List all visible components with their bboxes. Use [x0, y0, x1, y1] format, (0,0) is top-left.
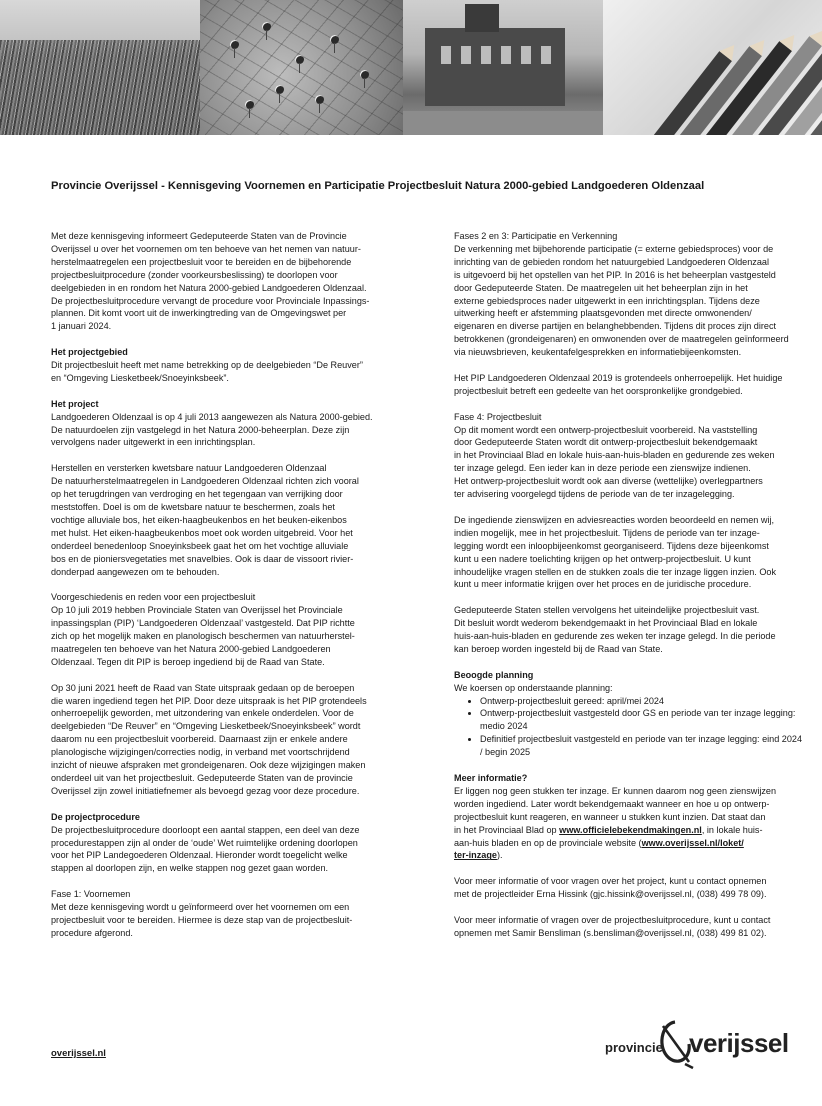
text-line: indien mogelijk, mee in het projectbesluit. Tijdens de periode van ter inzage- — [454, 527, 760, 538]
logo-prefix: provincie — [605, 1040, 663, 1055]
text-line: De verkenning met bijbehorende participatie (= externe gebiedsproces) voor de — [454, 243, 774, 254]
text-line: Fase 1: Voornemen — [51, 889, 131, 900]
right-column — [454, 230, 804, 953]
text-line: in het Provinciaal Blad en lokale huis-aan-huis-bladen en gedurende zes weken — [454, 450, 775, 461]
text-line: De ingediende zienswijzen en adviesreacties worden beoordeeld en nemen wij, — [454, 514, 774, 525]
text-line: inpassingsplan (PIP) ‘Landgoederen Oldenzaal’ vastgesteld. Dat PIP richtte — [51, 618, 355, 629]
herstellen-paragraph — [51, 462, 401, 578]
text-line: projectbesluit voor te bereiden. Hiermee is deze stap van de projectbesluit- — [51, 914, 353, 925]
text-line: ter advisering voorgelegd tijdens de periode van de ter inzagelegging. — [454, 489, 735, 500]
pip2019-paragraph — [454, 372, 804, 398]
text-line: projectbesluitprocedure (zonder voorkeursbeslissing) te doorlopen voor — [51, 269, 338, 280]
text-line: daarom nu een projectbesluit voorbereid. Daarnaast zijn er enkele andere — [51, 734, 348, 745]
text-line: Fase 4: Projectbesluit — [454, 411, 542, 422]
text-line: Fases 2 en 3: Participatie en Verkenning — [454, 231, 618, 241]
projectgebied-heading: Het projectgebied — [51, 347, 128, 358]
text-line: eigenaren en diverse partijen en belanghebbenden. Tijdens dit proces zijn direct — [454, 321, 777, 332]
text-line: Op dit moment wordt een ontwerp-projectbesluit voorbereid. Na vaststelling — [454, 424, 758, 435]
text-line: Met deze kennisgeving wordt u geïnformeerd over het voornemen om een — [51, 902, 350, 913]
wheat-field-photo — [0, 0, 200, 135]
text-line: De natuurdoelen zijn vastgelegd in het Natura 2000-beheerplan. Deze zijn — [51, 424, 350, 435]
text-line: procedure afgerond. — [51, 927, 133, 938]
text-line: onderdeel uit van het projectbesluit. Gedeputeerde Staten van de provincie — [51, 772, 353, 783]
text-line: Voor meer informatie of vragen over de projectbesluitprocedure, kunt u contact — [454, 914, 771, 925]
text-line: Gedeputeerde Staten stellen vervolgens het uiteindelijke projectbesluit vast. — [454, 605, 760, 616]
text-line: onderdeel benedenloop Snoeyinksbeek gaat het om het vochtige alluviale — [51, 540, 349, 551]
project-heading: Het project — [51, 398, 99, 409]
text-line: via nieuwsbrieven, keukentafelgesprekken en informatiebijeenkomsten. — [454, 347, 742, 358]
left-column — [51, 230, 401, 953]
text-line: De projectbesluitprocedure doorloopt een aantal stappen, een deel van deze — [51, 824, 360, 835]
text-line: inrichting van de gebieden rondom het natuurgebied Landgoederen Oldenzaal — [454, 256, 769, 267]
planning-item: • Ontwerp-projectbesluit gereed: april/mei 2024 — [480, 695, 804, 708]
text-line: is uitgevoerd bij het opstellen van het PIP. In 2016 is het beheerplan vastgesteld — [454, 269, 776, 280]
planning-item: • Ontwerp-projectbesluit vastgesteld door GS en periode van ter inzage legging: medio 2024 — [480, 707, 804, 733]
text-line: projectbesluit betreft een gedeelte van het oorspronkelijke grondgebied. — [454, 385, 743, 396]
text-line: Overijssel u over het voornemen om ten behoeve van het nemen van natuur- — [51, 243, 361, 254]
text-line: Landgoederen Oldenzaal is op 4 juli 2013 aangewezen als Natura 2000-gebied. — [51, 411, 373, 422]
overijssel-ter-inzage-link[interactable]: ter-inzage — [454, 850, 497, 861]
text-line: kunt u meer informatie krijgen over het proces en de juridische procedure. — [454, 579, 752, 590]
officielebekendmakingen-link[interactable]: www.officielebekendmakingen.nl — [559, 824, 702, 835]
text-line: uitwerking heeft er afstemming plaatsgevonden met directe omwonenden/ — [454, 308, 752, 319]
text-line: maatregelen ten behoeve van het Natura 2000-gebied Landgoederen — [51, 643, 331, 654]
overijssel-loket-link[interactable]: www.overijssel.nl/loket/ — [641, 837, 744, 848]
text-line: die waren ingediend tegen het PIP. Door deze uitspraak is het PIP grotendeels — [51, 695, 367, 706]
voorgeschiedenis-paragraph — [51, 591, 401, 668]
text-line: Voorgeschiedenis en reden voor een projectbesluit — [51, 592, 256, 603]
fase4-paragraph — [454, 411, 804, 501]
text-line: betrokkenen (grondeigenaren) en omwonenden over de maatregelen geïnformeerd — [454, 334, 789, 345]
text-line: herstelmaatregelen een projectbesluit voor te bereiden en de bijbehorende — [51, 256, 352, 267]
page-title: Provincie Overijssel - Kennisgeving Voornemen en Participatie Projectbesluit Natura 2000-gebied Landgoederen Oldenzaal — [51, 180, 705, 192]
text-line: De projectbesluitprocedure vervangt de procedure voor Provinciale Inpassings- — [51, 295, 370, 306]
planning-item: • Definitief projectbesluit vastgesteld en periode van ter inzage legging: eind 2024 / begin 2025 — [480, 733, 804, 759]
text-line: 1 januari 2024. — [51, 321, 112, 332]
text-line: onherroepelijk geworden, met uitzondering van enkele onderdelen. Voor de — [51, 708, 354, 719]
text-line: externe gebiedsproces nader uitgewerkt in een inrichtingsplan. Tijdens deze — [454, 295, 760, 306]
text-line: legging wordt een inloopbijeenkomst georganiseerd. Tijdens deze bijeenkomst — [454, 540, 769, 551]
raad-van-state-paragraph — [51, 682, 401, 798]
text-line: deelgebieden “De Reuver” en “Omgeving Liesketbeek/Snoeyinksbeek” wordt — [51, 721, 361, 732]
intro-paragraph — [51, 230, 401, 333]
text-line: plannen. Dit komt voort uit de inwerkingtreding van de Omgevingswet per — [51, 308, 347, 319]
text-line: Met deze kennisgeving informeert Gedeputeerde Staten van de Provincie — [51, 231, 347, 241]
planning-intro: We koersen op onderstaande planning: — [454, 682, 613, 693]
contact-project-paragraph — [454, 875, 804, 901]
text-line: stappen al doorlopen zijn, en welke stappen nog gezet gaan worden. — [51, 863, 329, 874]
planning-list — [454, 695, 804, 760]
fase23-paragraph — [454, 230, 804, 359]
text-line: meststoffen. Doel is om de kwetsbare natuur te beschermen, zoals het — [51, 501, 335, 512]
building-photo — [403, 0, 603, 135]
text-line: Op 30 juni 2021 heeft de Raad van State uitspraak gedaan op de beroepen — [51, 682, 355, 693]
text-line: met de projectleider Erna Hissink (gjc.hissink@overijssel.nl, (038) 499 78 09). — [454, 889, 767, 900]
text-line: Overijssel zijn zowel initiatiefnemer als bevoegd gezag voor deze procedure. — [51, 785, 360, 796]
fase1-paragraph — [51, 888, 401, 940]
text-line: De natuurherstelmaatregelen in Landgoederen Oldenzaal richten zich vooral — [51, 476, 359, 487]
text-line: inzicht of nieuwe afspraken met grondeigenaren. Ook deze wijzigingen maken — [51, 760, 366, 771]
text-line: kan beroep worden ingesteld bij de Raad van State. — [454, 643, 663, 654]
text-line: voor het PIP Landegoederen Oldenzaal. Hieronder wordt toegelicht welke — [51, 850, 348, 861]
text-line: Dit projectbesluit heeft met name betrekking op de deelgebieden “De Reuver” — [51, 360, 363, 371]
projectgebied-paragraph — [51, 359, 401, 385]
project-paragraph — [51, 411, 401, 450]
text-line: en “Omgeving Liesketbeek/Snoeyinksbeek”. — [51, 372, 229, 383]
logo-name: verijssel — [689, 1028, 789, 1058]
text-line: donderpad aangewezen om te behouden. — [51, 566, 220, 577]
planning-heading: Beoogde planning — [454, 669, 534, 680]
meer-informatie-paragraph: Er liggen nog geen stukken ter inzage. Er kunnen daarom nog geen zienswijzen worden ingediend. Later wordt bekendgemaakt wanneer en hoe u op ontwerp- projectbesluit kunt reageren, en wanneer u stukken kunt inzien. Dat staat dan in het Provinciaal Blad op www.officielebekendmakingen.nl, in lokale huis- aan-huis bladen en op de provinciale website (www.overijssel.nl/loket/ ter-inzage). — [454, 785, 777, 861]
map-pins-photo — [200, 0, 403, 135]
pencils-photo — [603, 0, 822, 135]
text-line: huis-aan-huis-bladen en gedurende zes weken ter inzage gelegd. In die periode — [454, 631, 776, 642]
procedure-heading: De projectprocedure — [51, 811, 140, 822]
text-line: procedurestappen zijn al onder de ‘oude’ Wet ruimtelijke ordening doorlopen — [51, 837, 358, 848]
procedure-paragraph — [51, 824, 401, 876]
text-line: op het terugdringen van verdroging en het tegengaan van verrijking door — [51, 489, 343, 500]
text-line: opnemen met Samir Bensliman (s.bensliman@overijssel.nl, (038) 499 81 02). — [454, 927, 767, 938]
text-line: projectbesluit kunt reageren, en wanneer u stukken kunt inzien. Dat staat dan — [454, 811, 766, 822]
text-line: inhoudelijke vragen stellen en de stukken zoals die ter inzage liggen inzien. Ook — [454, 566, 777, 577]
text-line: bos en de pioniersvegetaties met snavelbies. Ook is daar de vissoort rivier- — [51, 553, 354, 564]
text-line: ter inzage gelegd. Een ieder kan in deze periode een zienswijze indienen. — [454, 463, 751, 474]
provincie-overijssel-logo — [605, 1018, 810, 1070]
text-line: Voor meer informatie of voor vragen over het project, kunt u contact opnemen — [454, 876, 767, 887]
text-line: vochtige alluviale bos, het eiken-haagbeukenbos en het beuken-eikenbos — [51, 514, 347, 525]
text-line: kunt u een nadere toelichting krijgen op het ontwerp-projectbesluit. U kunt — [454, 553, 751, 564]
text-line: worden ingediend. Later wordt bekendgemaakt wanneer en hoe u op ontwerp- — [454, 798, 770, 809]
text-line: Het ontwerp-projectbesluit wordt ook aan diverse (wettelijke) overlegpartners — [454, 476, 763, 487]
header-photo-banner — [0, 0, 822, 135]
text-line: Herstellen en versterken kwetsbare natuur Landgoederen Oldenzaal — [51, 463, 327, 474]
text-line: Het PIP Landgoederen Oldenzaal 2019 is grotendeels onherroepelijk. Het huidige — [454, 372, 783, 383]
text-line: met hulst. Het eiken-haagbeukenbos moet ook worden uitgebreid. Voor het — [51, 527, 353, 538]
text-line: Op 10 juli 2019 hebben Provinciale Staten van Overijssel het Provinciale — [51, 605, 343, 616]
text-line: door Gedeputeerde Staten wordt dit ontwerp-projectbesluit bekendgemaakt — [454, 437, 758, 448]
contact-procedure-paragraph — [454, 914, 804, 940]
overijssel-site-link[interactable]: overijssel.nl — [51, 1048, 106, 1059]
text-line: door Gedeputeerde Staten. De maatregelen uit het beheerplan zijn in het — [454, 282, 748, 293]
gs-paragraph — [454, 604, 804, 656]
meer-informatie-heading: Meer informatie? — [454, 772, 528, 783]
text-line: Oldenzaal. Tegen dit PIP is beroep ingediend bij de Raad van State. — [51, 656, 325, 667]
text-line: Dit besluit wordt wederom bekendgemaakt in het Provinciaal Blad en lokale — [454, 618, 758, 629]
text-line: vervolgens nader uitgewerkt in een inrichtingsplan. — [51, 437, 256, 448]
zienswijzen-paragraph — [454, 514, 804, 591]
text-line: deelgebieden in en rondom het Natura 2000-gebied Landgoederen Oldenzaal. — [51, 282, 367, 293]
text-line: zich op het mogelijk maken en planologisch beschermen van natuurherstel- — [51, 631, 355, 642]
text-line: planologische wijzigingen/correcties nodig, in verband met voortschrijdend — [51, 747, 350, 758]
text-line: Er liggen nog geen stukken ter inzage. Er kunnen daarom nog geen zienswijzen — [454, 785, 777, 796]
